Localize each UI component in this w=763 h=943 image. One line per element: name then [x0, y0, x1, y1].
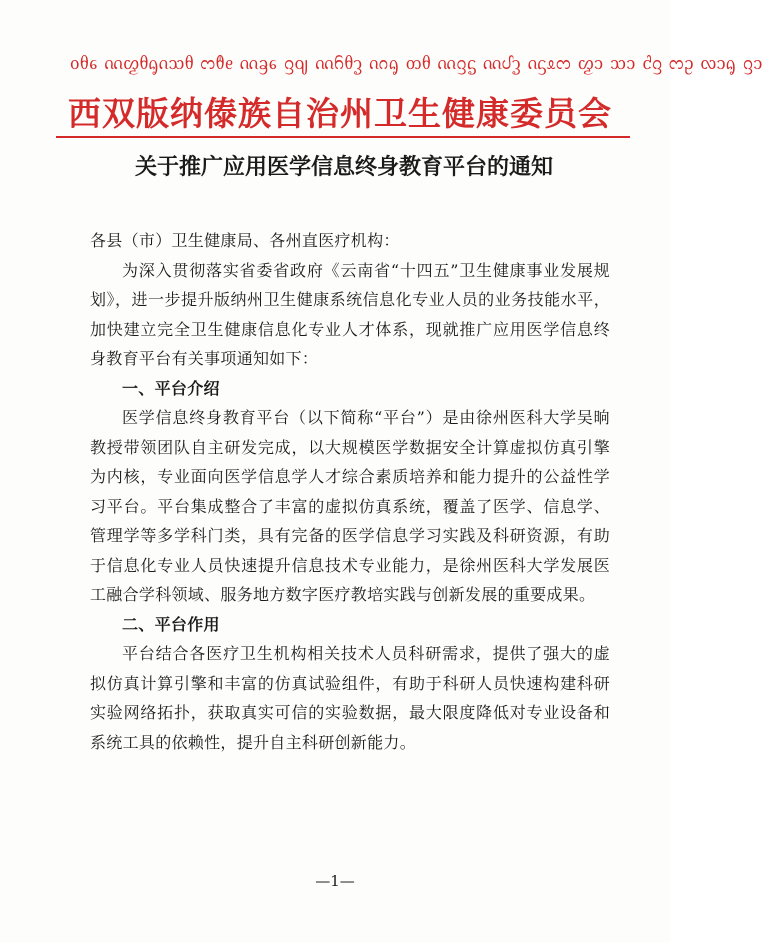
red-divider	[56, 136, 630, 138]
organization-header: 西双版纳傣族自治州卫生健康委员会	[68, 94, 612, 133]
section-1-heading: 一、平台介绍	[122, 378, 220, 398]
page-number: —1—	[315, 872, 355, 890]
document-body	[90, 226, 610, 757]
section-1-paragraph: 医学信息终身教育平台（以下简称“平台”）是由徐州医科大学吴晌教授带领团队自主研发完成，以大规模医学数据安全计算虚拟仿真引擎为内核，专业面向医学信息学人才综合素质培养和能力提升的公益性学习平台。平台集成整合了丰富的虚拟仿真系统，覆盖了医学、信息学、管理学等多学科门类，具有完备的医学信息学习实践及科研资源，有助于信息化专业人员快速提升信息技术专业能力，是徐州医科大学发展医工融合学科领域、服务地方数字医疗教培实践与创新发展的重要成果。	[90, 408, 610, 604]
document-title: 关于推广应用医学信息终身教育平台的通知	[134, 154, 553, 180]
intro-paragraph: 为深入贯彻落实省委省政府《云南省“十四五”卫生健康事业发展规划》，进一步提升版纳州卫生健康系统信息化专业人员的业务技能水平，加快建立完全卫生健康信息化专业人才体系，现就推广应用医学信息终身教育平台有关事项通知如下：	[90, 260, 610, 368]
section-2-paragraph: 平台结合各医疗卫生机构相关技术人员科研需求，提供了强大的虚拟仿真计算引擎和丰富的仿真试验组件，有助于科研人员快速构建科研实验网络拓扑，获取真实可信的实验数据，最大限度降低对专业设备和系统工具的依赖性，提升自主科研创新能力。	[90, 644, 610, 752]
salutation: 各县（市）卫生健康局、各州直医疗机构：	[90, 231, 400, 250]
section-2-heading: 二、平台作用	[122, 614, 220, 634]
tai-script-header: ᦞᦲᧈ ᦶᦖᦲᧂᦵᦉᦲ ᦂᦹᧉ ᦶᦃᧈ ᦋᦽ ᦶᦆᦲᧆ ᦵᦅᧂ ᦎᦲ ᦶᦋᧃ ᦶᦔᧆ ᦵᦓᦸᦂ ᦖᦱ ᦉᦱ ᦺᦋ ᦂᦳ ᦟᦱᧂ ᦋᦱ	[70, 52, 763, 74]
